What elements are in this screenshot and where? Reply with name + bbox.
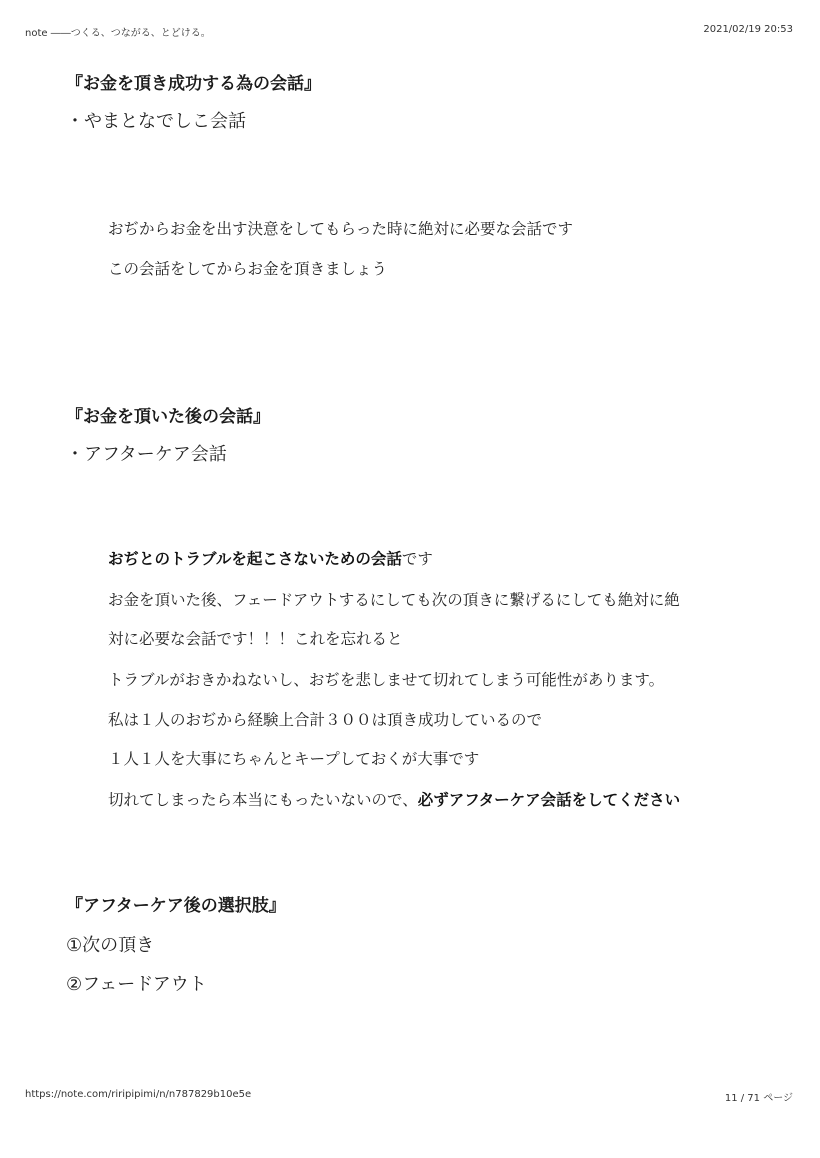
- section-heading-after-talk: 『お金を頂いた後の会話』: [66, 407, 270, 427]
- paragraph-line: お金を頂いた後、フェードアウトするにしても次の頂きに繋げるにしても絶対に絶: [108, 591, 680, 609]
- text-fragment: 切れてしまったら本当にもったいないので、: [108, 791, 418, 809]
- paragraph-line: この会話をしてからお金を頂きましょう: [108, 260, 388, 278]
- option-item: ②フェードアウト: [66, 974, 207, 995]
- bold-phrase: 必ずアフターケア会話をしてください: [417, 791, 681, 809]
- page-number: 11 / 71 ページ: [724, 1093, 793, 1104]
- paragraph-line: おぢからお金を出す決意をしてもらった時に絶対に必要な会話です: [108, 220, 574, 238]
- bold-phrase: おぢとのトラブルを起こさないための会話: [108, 550, 402, 568]
- paragraph-line: 私は１人のおぢから経験上合計３００は頂き成功しているので: [108, 711, 543, 729]
- paragraph-line: トラブルがおきかねないし、おぢを悲しませて切れてしまう可能性があります。: [108, 671, 665, 689]
- section-heading-options: 『アフターケア後の選択肢』: [66, 896, 286, 916]
- print-datetime: 2021/02/19 20:53: [703, 24, 793, 35]
- bullet-aftercare-talk: ・アフターケア会話: [66, 444, 227, 465]
- section-heading-success-talk: 『お金を頂き成功する為の会話』: [66, 74, 321, 94]
- paragraph-line: 対に必要な会話です！！！これを忘れると: [108, 630, 403, 648]
- paragraph-line: [108, 788, 680, 810]
- page-url: https://note.com/riripipimi/n/n787829b10e5e: [25, 1089, 252, 1100]
- paragraph-line: [108, 547, 433, 569]
- option-item: ①次の頂き: [66, 935, 155, 956]
- bullet-yamato-talk: ・やまとなでしこ会話: [66, 111, 246, 132]
- text-fragment: です: [401, 550, 433, 568]
- site-title: note ――つくる、つながる、とどける。: [25, 28, 211, 39]
- paragraph-line: １人１人を大事にちゃんとキープしておくが大事です: [108, 750, 480, 768]
